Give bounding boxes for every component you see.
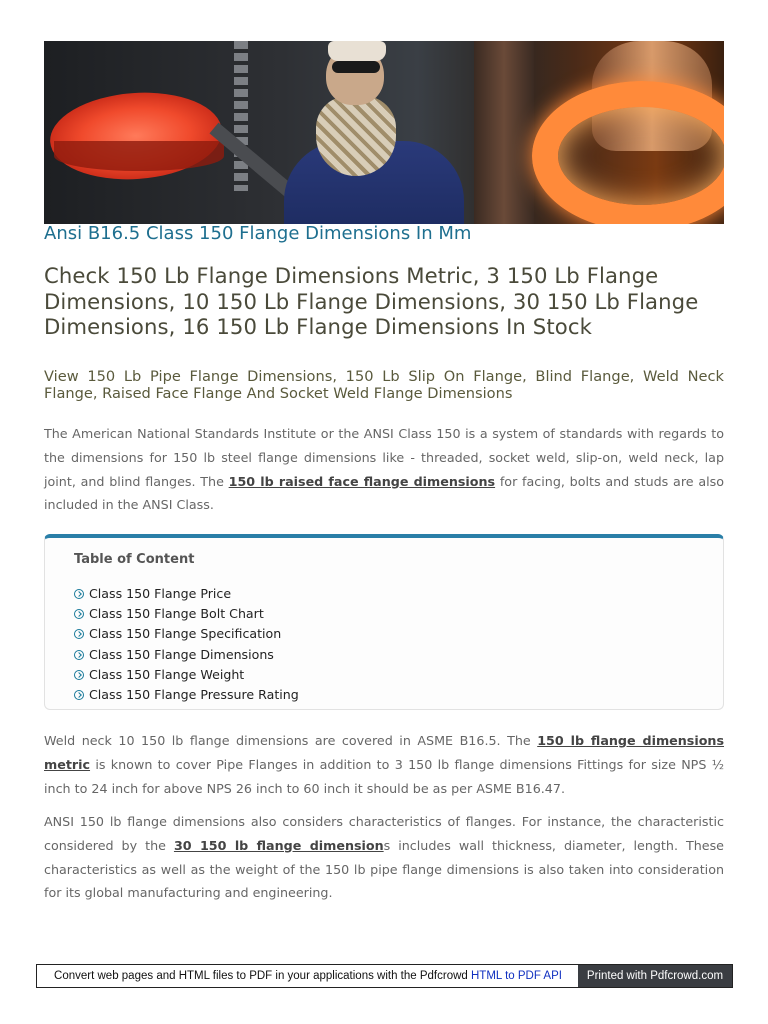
para-text: The American National Standards Institute or the ANSI Class 150 is a system of standards with regards to the dimensions for 150 lb steel flange dimensions like - threaded, socket weld, slip-on, weld neck, lap joint, and blind flanges. The xyxy=(44,426,724,489)
furnace-graphic xyxy=(474,41,534,224)
para-text: is known to cover Pipe Flanges in addition to 3 150 lb flange dimensions Fittings for size NPS ½ inch to 24 inch for above NPS 26 inch to 60 inch it should be as per ASME B16.47. xyxy=(44,756,724,796)
table-of-content xyxy=(44,534,724,710)
characteristics-paragraph xyxy=(44,810,724,905)
para-text: for facing, bolts and studs are also included in the ANSI Class. xyxy=(44,473,724,513)
arrow-circle-icon xyxy=(74,650,84,660)
intro-paragraph xyxy=(44,422,724,517)
para-text: ANSI 150 lb flange dimensions also considers characteristics of flanges. For instance, the characteristic considered by the xyxy=(44,814,724,853)
main-heading: Check 150 Lb Flange Dimensions Metric, 3 150 Lb Flange Dimensions, 10 150 Lb Flange Dimensions, 30 150 Lb Flange Dimensions, 16 150 Lb Flange Dimensions In Stock xyxy=(44,263,699,339)
para-text: Weld neck 10 150 lb flange dimensions are covered in ASME B16.5. The xyxy=(44,733,538,748)
toc-item-label[interactable]: Class 150 Flange Price xyxy=(89,586,232,602)
html-to-pdf-link[interactable]: HTML to PDF API xyxy=(471,970,562,982)
arrow-circle-icon xyxy=(74,629,84,639)
glowing-flange-right xyxy=(532,81,724,224)
toc-item-label[interactable]: Class 150 Flange Weight xyxy=(89,666,245,682)
arrow-circle-icon xyxy=(74,589,84,599)
goggles xyxy=(332,61,380,73)
hero-image xyxy=(44,41,724,224)
toc-title: Table of Content xyxy=(74,552,195,567)
toc-item-label[interactable]: Class 150 Flange Dimensions xyxy=(89,646,274,662)
footer-text: Convert web pages and HTML files to PDF in your applications with the Pdfcrowd xyxy=(54,970,471,982)
arrow-circle-icon xyxy=(74,690,84,700)
weld-neck-paragraph xyxy=(44,729,724,800)
arrow-circle-icon xyxy=(74,670,84,680)
raised-face-link[interactable]: 150 lb raised face flange dimensions xyxy=(228,473,496,489)
toc-item[interactable] xyxy=(74,624,299,644)
toc-item-label[interactable]: Class 150 Flange Specification xyxy=(89,626,282,642)
worker-cap xyxy=(328,41,386,61)
chain-graphic xyxy=(234,41,248,191)
toc-item[interactable] xyxy=(74,584,299,604)
worker-scarf xyxy=(316,96,396,176)
pdfcrowd-footer xyxy=(36,964,733,988)
toc-item-label[interactable]: Class 150 Flange Pressure Rating xyxy=(89,687,299,703)
page-title: Ansi B16.5 Class 150 Flange Dimensions In Mm xyxy=(44,223,472,244)
flange-edge xyxy=(54,141,224,171)
metric-dimensions-link[interactable]: 150 lb flange dimensions metric xyxy=(44,733,725,772)
para-text: s includes wall thickness, diameter, length. These characteristics as well as the weight of the 150 lb pipe flange dimensions is also taken into consideration for its global manufacturing and engineering. xyxy=(44,837,724,901)
arrow-circle-icon xyxy=(74,609,84,619)
toc-item[interactable] xyxy=(74,604,299,624)
toc-list xyxy=(74,584,299,705)
sub-heading: View 150 Lb Pipe Flange Dimensions, 150 Lb Slip On Flange, Blind Flange, Weld Neck Flange, Raised Face Flange And Socket Weld Flange Dimensions xyxy=(44,368,724,402)
footer-notice xyxy=(37,965,579,987)
printed-with-badge[interactable]: Printed with Pdfcrowd.com xyxy=(578,965,732,987)
toc-item-label[interactable]: Class 150 Flange Bolt Chart xyxy=(89,606,264,622)
thirty-dimension-link[interactable]: 30 150 lb flange dimension xyxy=(173,837,384,853)
toc-item[interactable] xyxy=(74,645,299,665)
toc-item[interactable] xyxy=(74,665,299,685)
toc-item[interactable] xyxy=(74,685,299,705)
